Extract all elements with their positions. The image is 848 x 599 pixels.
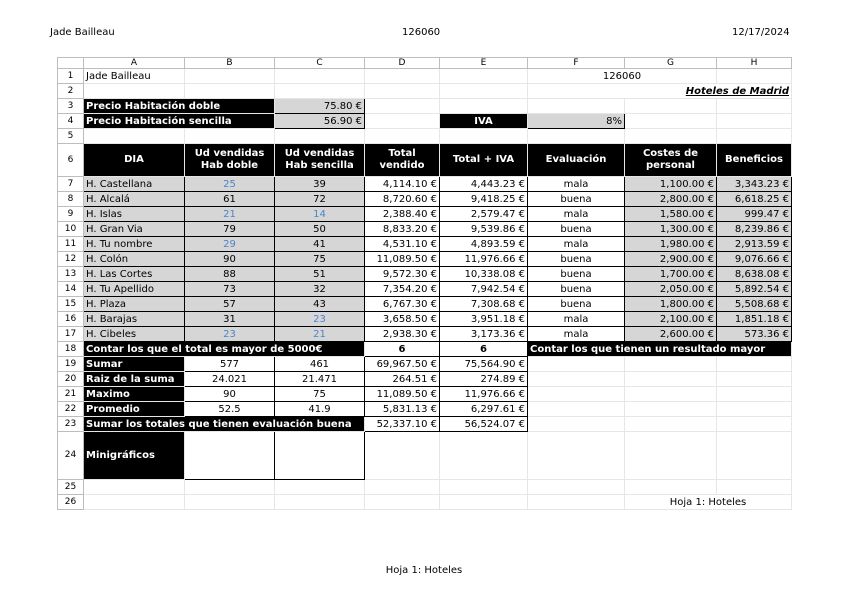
table-cell[interactable]: 8,833.20 € <box>365 222 440 237</box>
row-header[interactable]: 2 <box>58 84 84 99</box>
table-cell[interactable]: 3,951.18 € <box>440 312 528 327</box>
empty-cell[interactable] <box>625 372 717 387</box>
row-header[interactable]: 10 <box>58 222 84 237</box>
empty-cell[interactable] <box>625 99 717 114</box>
sheet-row <box>58 357 792 372</box>
table-cell[interactable]: 3,658.50 € <box>365 312 440 327</box>
cell-a1[interactable]: Jade Bailleau <box>84 69 185 84</box>
table-cell[interactable]: 88 <box>185 267 275 282</box>
table-cell[interactable]: 6,618.25 € <box>717 192 792 207</box>
empty-cell[interactable] <box>717 99 792 114</box>
table-cell[interactable]: 1,100.00 € <box>625 177 717 192</box>
empty-cell[interactable] <box>84 495 185 510</box>
table-cell[interactable]: buena <box>528 282 625 297</box>
count-e[interactable]: 6 <box>440 342 528 357</box>
empty-cell[interactable] <box>528 495 625 510</box>
sheet-row <box>58 69 792 84</box>
table-cell[interactable]: 1,700.00 € <box>625 267 717 282</box>
sumif-d[interactable]: 52,337.10 € <box>365 417 440 432</box>
table-cell[interactable]: 21 <box>275 327 365 342</box>
empty-cell[interactable] <box>275 480 365 495</box>
table-header[interactable]: Beneficios <box>717 144 792 177</box>
sheet-row <box>58 312 792 327</box>
table-cell[interactable]: 1,980.00 € <box>625 237 717 252</box>
sheet-row <box>58 387 792 402</box>
sum-d[interactable]: 69,967.50 € <box>365 357 440 372</box>
table-cell[interactable]: 4,893.59 € <box>440 237 528 252</box>
table-cell[interactable]: 573.36 € <box>717 327 792 342</box>
price-single-label[interactable]: Precio Habitación sencilla <box>84 114 275 129</box>
sumif-e[interactable]: 56,524.07 € <box>440 417 528 432</box>
table-cell[interactable]: mala <box>528 177 625 192</box>
table-cell[interactable]: 29 <box>185 237 275 252</box>
table-cell[interactable]: 2,938.30 € <box>365 327 440 342</box>
empty-cell[interactable] <box>717 417 792 432</box>
empty-cell[interactable] <box>528 432 625 480</box>
sheet-row <box>58 114 792 129</box>
sqrt-d[interactable]: 264.51 € <box>365 372 440 387</box>
table-cell[interactable]: 9,076.66 € <box>717 252 792 267</box>
table-cell[interactable]: H. Barajas <box>84 312 185 327</box>
empty-cell[interactable] <box>84 480 185 495</box>
count-result-label[interactable]: Contar los que tienen un resultado mayor <box>528 342 792 357</box>
table-cell[interactable]: 43 <box>275 297 365 312</box>
table-cell[interactable]: buena <box>528 222 625 237</box>
empty-cell[interactable] <box>440 129 528 144</box>
table-cell[interactable]: 3,173.36 € <box>440 327 528 342</box>
empty-cell[interactable] <box>365 99 440 114</box>
price-single-value[interactable]: 56.90 € <box>275 114 365 129</box>
sqrt-e[interactable]: 274.89 € <box>440 372 528 387</box>
row-header[interactable]: 23 <box>58 417 84 432</box>
page-header-left: Jade Bailleau <box>50 27 115 38</box>
table-cell[interactable]: 7,942.54 € <box>440 282 528 297</box>
row-header[interactable]: 19 <box>58 357 84 372</box>
empty-cell[interactable] <box>275 495 365 510</box>
table-cell[interactable]: 1,851.18 € <box>717 312 792 327</box>
sheet-row <box>58 84 792 99</box>
empty-cell[interactable] <box>625 402 717 417</box>
row-header[interactable]: 12 <box>58 252 84 267</box>
column-header-h[interactable]: H <box>717 58 792 69</box>
empty-cell[interactable] <box>717 129 792 144</box>
column-header-b[interactable]: B <box>185 58 275 69</box>
table-cell[interactable]: 4,443.23 € <box>440 177 528 192</box>
cell-g1[interactable]: 126060 <box>528 69 717 84</box>
empty-cell[interactable] <box>185 480 275 495</box>
table-cell[interactable]: 3,343.23 € <box>717 177 792 192</box>
table-header[interactable]: DIA <box>84 144 185 177</box>
empty-cell[interactable] <box>528 480 625 495</box>
empty-cell[interactable] <box>365 69 440 84</box>
table-cell[interactable]: 10,338.08 € <box>440 267 528 282</box>
table-cell[interactable]: 8,720.60 € <box>365 192 440 207</box>
table-cell[interactable]: H. Tu Apellido <box>84 282 185 297</box>
table-cell[interactable]: 2,388.40 € <box>365 207 440 222</box>
empty-cell[interactable] <box>717 387 792 402</box>
table-cell[interactable]: mala <box>528 237 625 252</box>
row-header[interactable]: 4 <box>58 114 84 129</box>
row-header[interactable]: 26 <box>58 495 84 510</box>
table-cell[interactable]: H. Alcalá <box>84 192 185 207</box>
table-cell[interactable]: buena <box>528 252 625 267</box>
sheet-row <box>58 222 792 237</box>
sum-e[interactable]: 75,564.90 € <box>440 357 528 372</box>
max-d[interactable]: 11,089.50 € <box>365 387 440 402</box>
row-header[interactable]: 22 <box>58 402 84 417</box>
page-header-center: 126060 <box>402 27 441 38</box>
table-cell[interactable]: H. Plaza <box>84 297 185 312</box>
sheet-row <box>58 372 792 387</box>
sheet-row <box>58 297 792 312</box>
table-cell[interactable]: 2,050.00 € <box>625 282 717 297</box>
iva-value[interactable]: 8% <box>528 114 625 129</box>
table-cell[interactable]: 50 <box>275 222 365 237</box>
table-cell[interactable]: H. Tu nombre <box>84 237 185 252</box>
sheet-row <box>58 282 792 297</box>
table-cell[interactable]: 7,308.68 € <box>440 297 528 312</box>
table-cell[interactable]: 7,354.20 € <box>365 282 440 297</box>
spreadsheet <box>57 57 792 510</box>
table-cell[interactable]: 90 <box>185 252 275 267</box>
table-cell[interactable]: 1,300.00 € <box>625 222 717 237</box>
table-cell[interactable]: 9,539.86 € <box>440 222 528 237</box>
max-c[interactable]: 75 <box>275 387 365 402</box>
sum-label[interactable]: Sumar <box>84 357 185 372</box>
table-header[interactable]: Evaluación <box>528 144 625 177</box>
iva-label[interactable]: IVA <box>440 114 528 129</box>
table-header[interactable]: Ud vendidas Hab sencilla <box>275 144 365 177</box>
empty-cell[interactable] <box>717 402 792 417</box>
table-cell[interactable]: 5,892.54 € <box>717 282 792 297</box>
empty-cell[interactable] <box>185 84 275 99</box>
table-cell[interactable]: 2,800.00 € <box>625 192 717 207</box>
empty-cell[interactable] <box>440 69 528 84</box>
table-cell[interactable]: 11,089.50 € <box>365 252 440 267</box>
sqrt-label[interactable]: Raiz de la suma <box>84 372 185 387</box>
row-header[interactable]: 6 <box>58 144 84 177</box>
empty-cell[interactable] <box>185 69 275 84</box>
empty-cell[interactable] <box>717 357 792 372</box>
sheet-row <box>58 480 792 495</box>
sheet-row <box>58 267 792 282</box>
table-cell[interactable]: 23 <box>185 327 275 342</box>
table-header[interactable]: Total + IVA <box>440 144 528 177</box>
empty-cell[interactable] <box>528 372 625 387</box>
table-cell[interactable]: 4,531.10 € <box>365 237 440 252</box>
sheet-row <box>58 402 792 417</box>
table-cell[interactable]: 72 <box>275 192 365 207</box>
table-cell[interactable]: H. Gran Via <box>84 222 185 237</box>
sheet-row <box>58 327 792 342</box>
empty-cell[interactable] <box>440 432 528 480</box>
table-cell[interactable]: 2,100.00 € <box>625 312 717 327</box>
table-header[interactable]: Ud vendidas Hab doble <box>185 144 275 177</box>
empty-cell[interactable] <box>185 495 275 510</box>
table-cell[interactable]: 73 <box>185 282 275 297</box>
table-cell[interactable]: 79 <box>185 222 275 237</box>
table-cell[interactable]: 23 <box>275 312 365 327</box>
table-cell[interactable]: 31 <box>185 312 275 327</box>
row-header[interactable]: 5 <box>58 129 84 144</box>
table-cell[interactable]: H. Islas <box>84 207 185 222</box>
sheet-row <box>58 252 792 267</box>
avg-d[interactable]: 5,831.13 € <box>365 402 440 417</box>
row-header[interactable]: 24 <box>58 432 84 480</box>
row-header[interactable]: 20 <box>58 372 84 387</box>
sheet-row <box>58 207 792 222</box>
table-cell[interactable]: 25 <box>185 177 275 192</box>
empty-cell[interactable] <box>365 480 440 495</box>
table-cell[interactable]: 4,114.10 € <box>365 177 440 192</box>
table-cell[interactable]: H. Las Cortes <box>84 267 185 282</box>
empty-cell[interactable] <box>275 432 365 480</box>
empty-cell[interactable] <box>528 402 625 417</box>
empty-cell[interactable] <box>717 480 792 495</box>
row-header[interactable]: 18 <box>58 342 84 357</box>
sheet-row <box>58 99 792 114</box>
avg-e[interactable]: 6,297.61 € <box>440 402 528 417</box>
empty-cell[interactable] <box>440 495 528 510</box>
avg-c[interactable]: 41.9 <box>275 402 365 417</box>
column-header-row <box>58 58 792 69</box>
table-cell[interactable]: mala <box>528 207 625 222</box>
empty-cell[interactable] <box>625 432 717 480</box>
empty-cell[interactable] <box>717 69 792 84</box>
table-cell[interactable]: 75 <box>275 252 365 267</box>
sheet-row <box>58 432 792 480</box>
empty-cell[interactable] <box>717 432 792 480</box>
empty-cell[interactable] <box>365 432 440 480</box>
table-cell[interactable]: H. Castellana <box>84 177 185 192</box>
row-header[interactable]: 16 <box>58 312 84 327</box>
avg-b[interactable]: 52.5 <box>185 402 275 417</box>
empty-cell[interactable] <box>185 432 275 480</box>
table-cell[interactable]: 51 <box>275 267 365 282</box>
table-cell[interactable]: buena <box>528 192 625 207</box>
table-cell[interactable]: 6,767.30 € <box>365 297 440 312</box>
empty-cell[interactable] <box>275 69 365 84</box>
empty-cell[interactable] <box>625 114 717 129</box>
table-cell[interactable]: 2,579.47 € <box>440 207 528 222</box>
row-header[interactable]: 7 <box>58 177 84 192</box>
page-header-right: 12/17/2024 <box>732 27 790 38</box>
sheet-row <box>58 129 792 144</box>
sheet-row <box>58 495 792 510</box>
empty-cell[interactable] <box>625 417 717 432</box>
empty-cell[interactable] <box>440 480 528 495</box>
row-header[interactable]: 8 <box>58 192 84 207</box>
empty-cell[interactable] <box>84 84 185 99</box>
empty-cell[interactable] <box>365 114 440 129</box>
table-cell[interactable]: 11,976.66 € <box>440 252 528 267</box>
row-header[interactable]: 1 <box>58 69 84 84</box>
row-header[interactable]: 11 <box>58 237 84 252</box>
table-cell[interactable]: H. Colón <box>84 252 185 267</box>
empty-cell[interactable] <box>625 480 717 495</box>
table-cell[interactable]: 57 <box>185 297 275 312</box>
empty-cell[interactable] <box>365 495 440 510</box>
empty-cell[interactable] <box>440 84 528 99</box>
sheet-tab-label[interactable]: Hoja 1: Hoteles <box>625 495 792 510</box>
column-header-f[interactable]: F <box>528 58 625 69</box>
empty-cell[interactable] <box>625 357 717 372</box>
sheet-row <box>58 417 792 432</box>
sheet-title[interactable]: Hoteles de Madrid <box>528 84 792 99</box>
empty-cell[interactable] <box>185 129 275 144</box>
empty-cell[interactable] <box>84 129 185 144</box>
empty-cell[interactable] <box>275 129 365 144</box>
sqrt-c[interactable]: 21.471 <box>275 372 365 387</box>
table-cell[interactable]: 21 <box>185 207 275 222</box>
row-header[interactable]: 25 <box>58 480 84 495</box>
empty-cell[interactable] <box>440 99 528 114</box>
sheet-row <box>58 342 792 357</box>
row-header[interactable]: 9 <box>58 207 84 222</box>
table-cell[interactable]: 14 <box>275 207 365 222</box>
table-cell[interactable]: buena <box>528 267 625 282</box>
empty-cell[interactable] <box>717 372 792 387</box>
sum-c[interactable]: 461 <box>275 357 365 372</box>
table-cell[interactable]: 39 <box>275 177 365 192</box>
column-header-d[interactable]: D <box>365 58 440 69</box>
sum-b[interactable]: 577 <box>185 357 275 372</box>
empty-cell[interactable] <box>528 357 625 372</box>
empty-cell[interactable] <box>275 84 365 99</box>
table-cell[interactable]: buena <box>528 297 625 312</box>
price-double-label[interactable]: Precio Habitación doble <box>84 99 275 114</box>
row-header[interactable]: 15 <box>58 297 84 312</box>
table-cell[interactable]: 8,638.08 € <box>717 267 792 282</box>
sparklines-label[interactable]: Minigráficos <box>84 432 185 480</box>
price-double-value[interactable]: 75.80 € <box>275 99 365 114</box>
sqrt-b[interactable]: 24.021 <box>185 372 275 387</box>
empty-cell[interactable] <box>528 387 625 402</box>
avg-label[interactable]: Promedio <box>84 402 185 417</box>
sheet-row <box>58 177 792 192</box>
page-footer: Hoja 1: Hoteles <box>385 565 463 576</box>
table-cell[interactable]: mala <box>528 327 625 342</box>
table-cell[interactable]: 8,239.86 € <box>717 222 792 237</box>
table-cell[interactable]: 2,600.00 € <box>625 327 717 342</box>
column-header-g[interactable]: G <box>625 58 717 69</box>
empty-cell[interactable] <box>528 99 625 114</box>
max-b[interactable]: 90 <box>185 387 275 402</box>
table-cell[interactable]: 41 <box>275 237 365 252</box>
table-cell[interactable]: mala <box>528 312 625 327</box>
empty-cell[interactable] <box>625 129 717 144</box>
table-cell[interactable]: 9,572.30 € <box>365 267 440 282</box>
row-header[interactable]: 14 <box>58 282 84 297</box>
sheet-row <box>58 192 792 207</box>
empty-cell[interactable] <box>625 387 717 402</box>
table-cell[interactable]: 61 <box>185 192 275 207</box>
count-d[interactable]: 6 <box>365 342 440 357</box>
sheet-row <box>58 144 792 177</box>
sheet-row <box>58 237 792 252</box>
table-cell[interactable]: 2,913.59 € <box>717 237 792 252</box>
row-header[interactable]: 3 <box>58 99 84 114</box>
table-cell[interactable]: 32 <box>275 282 365 297</box>
table-cell[interactable]: 9,418.25 € <box>440 192 528 207</box>
sumif-label[interactable]: Sumar los totales que tienen evaluación buena <box>84 417 365 432</box>
empty-cell[interactable] <box>365 129 440 144</box>
column-header-c[interactable]: C <box>275 58 365 69</box>
empty-cell[interactable] <box>528 129 625 144</box>
table-cell[interactable]: 999.47 € <box>717 207 792 222</box>
empty-cell[interactable] <box>528 417 625 432</box>
table-cell[interactable]: 1,800.00 € <box>625 297 717 312</box>
empty-cell[interactable] <box>365 84 440 99</box>
table-header[interactable]: Costes de personal <box>625 144 717 177</box>
table-header[interactable]: Total vendido <box>365 144 440 177</box>
row-header[interactable]: 17 <box>58 327 84 342</box>
table-cell[interactable]: H. Cibeles <box>84 327 185 342</box>
corner-cell[interactable] <box>58 58 84 69</box>
column-header-e[interactable]: E <box>440 58 528 69</box>
count-label[interactable]: Contar los que el total es mayor de 5000€ <box>84 342 365 357</box>
max-label[interactable]: Maximo <box>84 387 185 402</box>
table-cell[interactable]: 1,580.00 € <box>625 207 717 222</box>
table-cell[interactable]: 5,508.68 € <box>717 297 792 312</box>
row-header[interactable]: 13 <box>58 267 84 282</box>
row-header[interactable]: 21 <box>58 387 84 402</box>
empty-cell[interactable] <box>717 114 792 129</box>
max-e[interactable]: 11,976.66 € <box>440 387 528 402</box>
table-cell[interactable]: 2,900.00 € <box>625 252 717 267</box>
column-header-a[interactable]: A <box>84 58 185 69</box>
